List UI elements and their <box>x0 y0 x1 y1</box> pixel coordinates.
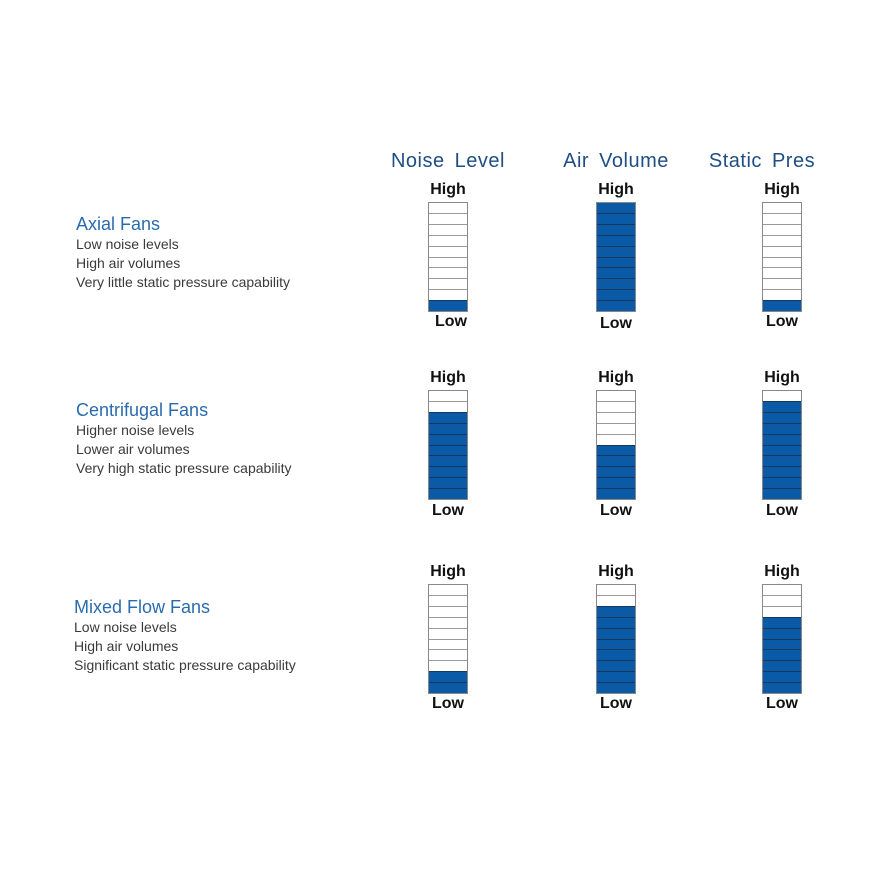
meter-segment-empty <box>763 203 801 213</box>
meter-segment-filled <box>597 300 635 311</box>
fan-desc-line: Low noise levels <box>76 236 179 252</box>
meter-high-label: High <box>430 369 466 386</box>
meter-segment-empty <box>429 246 467 257</box>
noise-level-meter <box>428 202 468 312</box>
noise-level-meter <box>428 584 468 694</box>
fan-title-axial: Axial Fans <box>76 214 161 234</box>
meter-segment-empty <box>429 289 467 300</box>
meter-segment-empty <box>429 278 467 289</box>
meter-low-label: Low <box>435 313 467 330</box>
meter-segment-filled <box>763 671 801 682</box>
meter-segment-filled <box>597 246 635 257</box>
meter-low-label: Low <box>600 502 632 519</box>
meter-segment-filled <box>763 445 801 456</box>
meter-segment-empty <box>429 585 467 595</box>
meter-segment-empty <box>763 391 801 401</box>
column-header-static-pressure: Static Pres <box>708 150 816 172</box>
noise-level-meter <box>428 390 468 500</box>
air-volume-meter <box>596 390 636 500</box>
meter-segment-filled <box>763 466 801 477</box>
air-volume-meter <box>596 584 636 694</box>
meter-segment-filled <box>597 628 635 639</box>
meter-segment-filled <box>597 606 635 617</box>
meter-segment-empty <box>429 628 467 639</box>
static-pressure-meter <box>762 584 802 694</box>
meter-segment-filled <box>597 267 635 278</box>
meter-low-label: Low <box>766 313 798 330</box>
meter-segment-empty <box>597 401 635 412</box>
meter-segment-filled <box>597 289 635 300</box>
meter-segment-empty <box>429 391 467 401</box>
meter-segment-filled <box>597 235 635 246</box>
meter-segment-empty <box>429 224 467 235</box>
meter-segment-filled <box>597 682 635 693</box>
meter-segment-empty <box>597 423 635 434</box>
meter-segment-filled <box>597 649 635 660</box>
meter-segment-empty <box>763 213 801 224</box>
meter-segment-filled <box>597 203 635 213</box>
fan-desc-line: High air volumes <box>74 638 179 654</box>
meter-segment-filled <box>597 278 635 289</box>
meter-segment-empty <box>597 595 635 606</box>
column-header-noise-level: Noise Level <box>390 150 505 172</box>
meter-segment-filled <box>597 660 635 671</box>
meter-high-label: High <box>764 563 800 580</box>
meter-segment-filled <box>429 423 467 434</box>
meter-segment-empty <box>763 606 801 617</box>
air-volume-meter <box>596 202 636 312</box>
meter-segment-empty <box>429 660 467 671</box>
meter-low-label: Low <box>766 502 798 519</box>
meter-segment-filled <box>597 224 635 235</box>
meter-segment-empty <box>597 585 635 595</box>
fan-desc-line: Lower air volumes <box>76 441 190 457</box>
meter-high-label: High <box>430 181 466 198</box>
meter-low-label: Low <box>432 502 464 519</box>
meter-segment-filled <box>429 300 467 311</box>
meter-segment-filled <box>763 617 801 628</box>
meter-segment-filled <box>429 434 467 445</box>
meter-high-label: High <box>598 369 634 386</box>
fan-description-mixed-flow <box>74 618 296 675</box>
meter-segment-filled <box>763 434 801 445</box>
meter-high-label: High <box>598 563 634 580</box>
meter-segment-filled <box>763 412 801 423</box>
fan-desc-line: Very little static pressure capability <box>76 274 290 290</box>
meter-segment-filled <box>763 639 801 650</box>
meter-segment-empty <box>763 585 801 595</box>
fan-desc-line: Very high static pressure capability <box>76 460 292 476</box>
meter-segment-filled <box>763 401 801 412</box>
meter-segment-filled <box>763 488 801 499</box>
meter-segment-empty <box>763 235 801 246</box>
meter-segment-filled <box>763 682 801 693</box>
meter-segment-filled <box>429 671 467 682</box>
meter-segment-filled <box>597 466 635 477</box>
meter-segment-filled <box>763 300 801 311</box>
fan-description-centrifugal <box>76 421 292 478</box>
meter-high-label: High <box>598 181 634 198</box>
fan-title-mixed-flow: Mixed Flow Fans <box>74 597 211 617</box>
meter-segment-empty <box>763 246 801 257</box>
meter-segment-filled <box>429 682 467 693</box>
meter-segment-empty <box>597 391 635 401</box>
meter-segment-empty <box>597 434 635 445</box>
meter-segment-empty <box>429 267 467 278</box>
meter-segment-filled <box>597 213 635 224</box>
meter-segment-filled <box>597 455 635 466</box>
meter-segment-filled <box>429 445 467 456</box>
meter-low-label: Low <box>432 695 464 712</box>
meter-segment-empty <box>429 235 467 246</box>
meter-segment-empty <box>763 257 801 268</box>
meter-segment-filled <box>763 423 801 434</box>
meter-segment-filled <box>429 466 467 477</box>
meter-segment-empty <box>429 639 467 650</box>
fan-desc-line: High air volumes <box>76 255 181 271</box>
meter-segment-empty <box>763 224 801 235</box>
meter-segment-empty <box>763 595 801 606</box>
meter-segment-filled <box>763 455 801 466</box>
meter-segment-empty <box>429 401 467 412</box>
meter-segment-filled <box>763 660 801 671</box>
meter-segment-empty <box>763 267 801 278</box>
static-pressure-meter <box>762 202 802 312</box>
meter-segment-filled <box>597 477 635 488</box>
meter-segment-filled <box>597 445 635 456</box>
static-pressure-meter <box>762 390 802 500</box>
meter-segment-empty <box>429 606 467 617</box>
meter-low-label: Low <box>600 315 632 332</box>
meter-high-label: High <box>764 369 800 386</box>
meter-segment-filled <box>597 639 635 650</box>
meter-segment-empty <box>429 649 467 660</box>
meter-high-label: High <box>430 563 466 580</box>
fan-title-centrifugal: Centrifugal Fans <box>76 400 209 420</box>
meter-high-label: High <box>764 181 800 198</box>
fan-desc-line: Low noise levels <box>74 619 177 635</box>
fan-desc-line: Significant static pressure capability <box>74 657 296 673</box>
meter-segment-empty <box>597 412 635 423</box>
meter-segment-empty <box>429 257 467 268</box>
meter-segment-filled <box>763 649 801 660</box>
fan-desc-line: Higher noise levels <box>76 422 195 438</box>
meter-segment-filled <box>597 671 635 682</box>
meter-low-label: Low <box>600 695 632 712</box>
meter-segment-filled <box>597 257 635 268</box>
fan-description-axial <box>76 235 290 292</box>
meter-segment-filled <box>429 412 467 423</box>
meter-segment-filled <box>763 477 801 488</box>
meter-low-label: Low <box>766 695 798 712</box>
meter-segment-filled <box>429 455 467 466</box>
meter-segment-empty <box>763 289 801 300</box>
meter-segment-empty <box>429 203 467 213</box>
meter-segment-empty <box>763 278 801 289</box>
meter-segment-filled <box>429 477 467 488</box>
meter-segment-empty <box>429 213 467 224</box>
meter-segment-filled <box>597 488 635 499</box>
meter-segment-filled <box>429 488 467 499</box>
column-header-air-volume: Air Volume <box>563 150 669 172</box>
meter-segment-empty <box>429 617 467 628</box>
meter-segment-filled <box>597 617 635 628</box>
meter-segment-empty <box>429 595 467 606</box>
meter-segment-filled <box>763 628 801 639</box>
